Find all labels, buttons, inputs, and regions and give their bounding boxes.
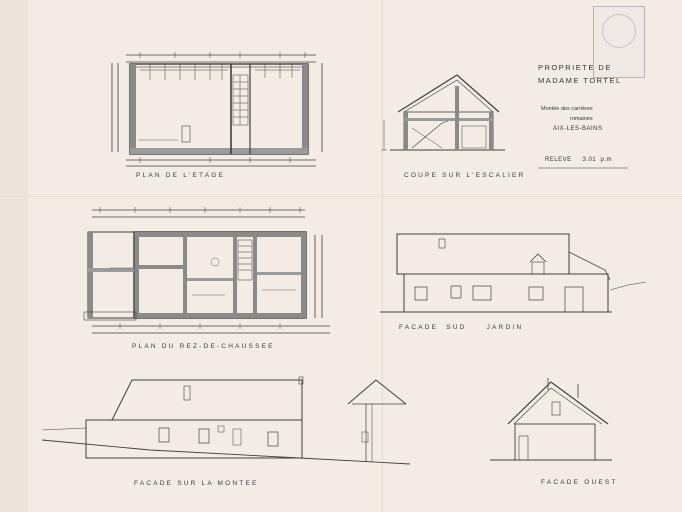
- hill-facade: [42, 377, 410, 464]
- south-facade: [380, 234, 646, 312]
- upper-floor-plan: [112, 52, 322, 166]
- survey-line: RELEVE 3.01 p.m: [545, 157, 613, 163]
- owner-line-2: MADAME TORTEL: [538, 76, 622, 85]
- stamp-seal: [602, 14, 636, 48]
- place-line-3: AIX-LES-BAINS: [553, 126, 603, 132]
- label-upper-floor-plan: PLAN DE L'ETAGE: [136, 172, 226, 179]
- place-line-1: Montée des carrières: [541, 106, 593, 112]
- west-facade: [490, 378, 612, 460]
- label-stair-section: COUPE SUR L'ESCALIER: [404, 172, 526, 179]
- stair-section: [381, 75, 505, 150]
- label-west-facade: FACADE OUEST: [541, 479, 618, 486]
- label-hill-facade: FACADE SUR LA MONTEE: [134, 480, 259, 487]
- place-line-2: romaines: [570, 116, 593, 122]
- owner-line-1: PROPRIETE DE: [538, 63, 612, 72]
- ground-floor-plan: [84, 207, 330, 333]
- label-south-facade: FACADE SUD JARDIN: [399, 324, 524, 331]
- label-ground-floor-plan: PLAN DU REZ-DE-CHAUSSEE: [132, 343, 275, 350]
